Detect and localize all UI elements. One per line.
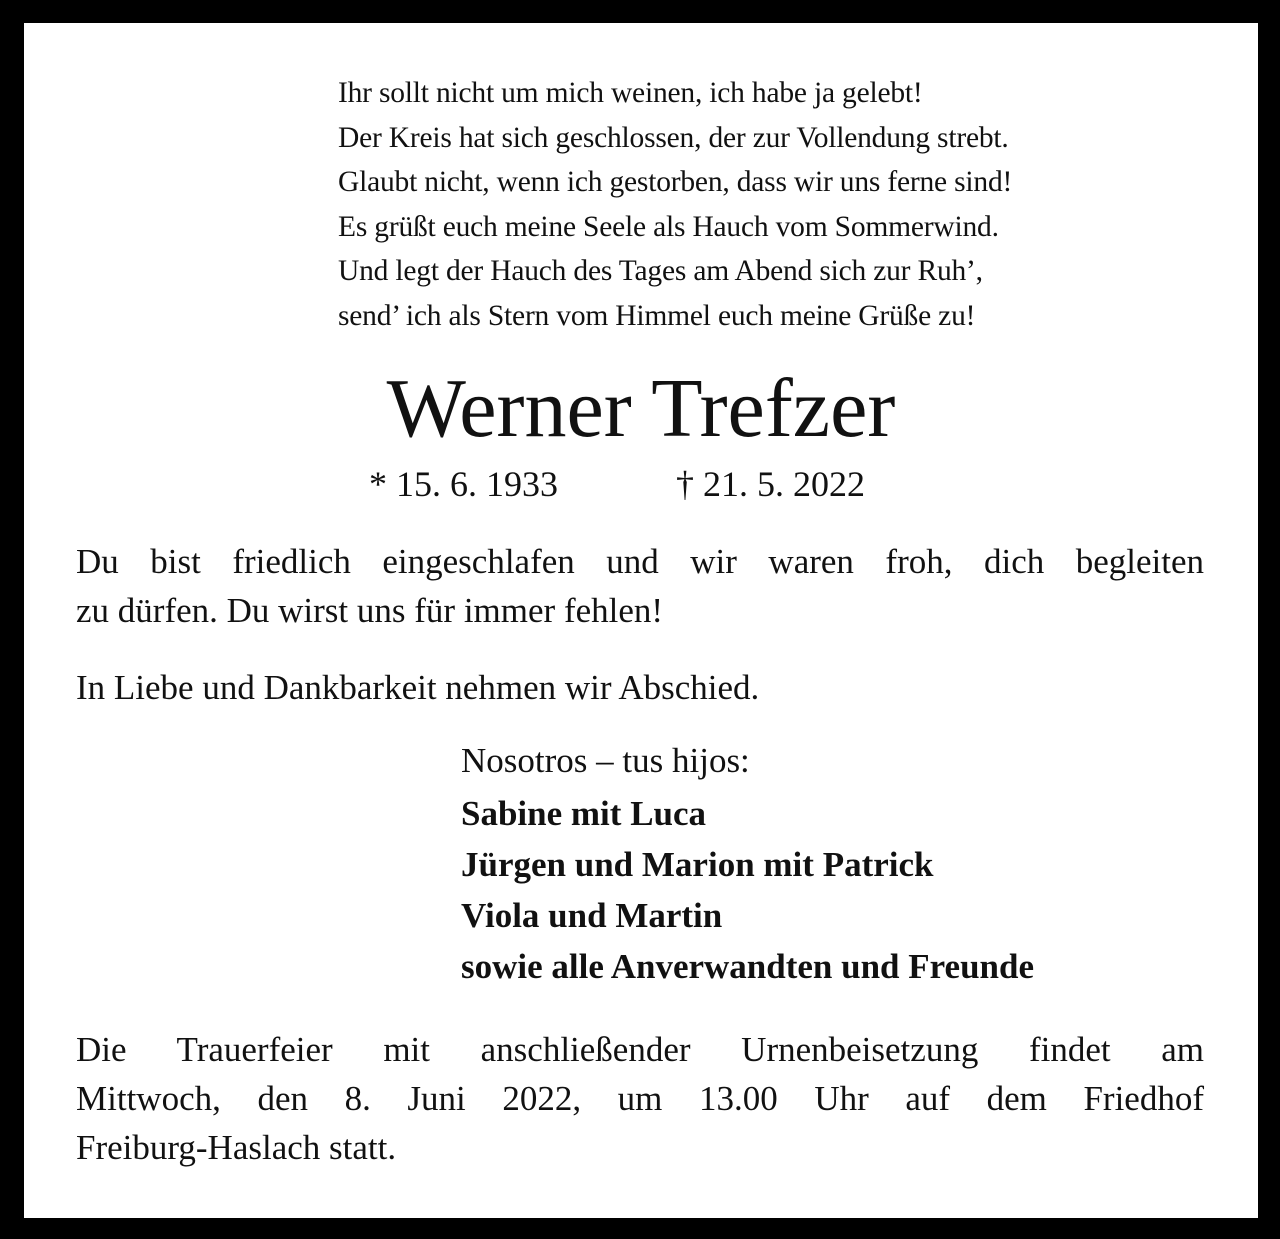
signer-name: Jürgen und Marion mit Patrick	[461, 845, 934, 884]
service-line: Mittwoch, den 8. Juni 2022, um 13.00 Uhr auf dem Friedhof	[76, 1079, 1204, 1118]
poem-line: Glaubt nicht, wenn ich gestorben, dass wir uns ferne sind!	[338, 166, 1013, 198]
poem-line: Es grüßt euch meine Seele als Hauch vom Sommerwind.	[338, 210, 999, 243]
deceased-name: Werner Trefzer	[386, 362, 896, 455]
poem-line: Ihr sollt nicht um mich weinen, ich habe ja gelebt!	[338, 77, 923, 109]
signers-block	[461, 736, 1034, 992]
birth-date: * 15. 6. 1933	[369, 464, 558, 504]
farewell-line: In Liebe und Dankbarkeit nehmen wir Abschied.	[76, 668, 760, 707]
signer-name: sowie alle Anverwandten und Freunde	[461, 947, 1035, 986]
service-line: Freiburg-Haslach statt.	[76, 1128, 397, 1167]
signer-name: Sabine mit Luca	[461, 794, 707, 833]
message-line: Du bist friedlich eingeschlafen und wir waren froh, dich begleiten	[76, 542, 1204, 581]
poem-line: send’ ich als Stern vom Himmel euch meine Grüße zu!	[338, 299, 976, 332]
signer-name: Viola und Martin	[461, 896, 723, 935]
poem	[338, 71, 1012, 338]
obituary-notice	[24, 23, 1258, 1218]
service-line: Die Trauerfeier mit anschließender Urnenbeisetzung findet am	[76, 1030, 1204, 1069]
poem-line: Und legt der Hauch des Tages am Abend sich zur Ruh’,	[338, 255, 983, 287]
poem-line: Der Kreis hat sich geschlossen, der zur Vollendung strebt.	[338, 121, 1009, 154]
death-date: † 21. 5. 2022	[676, 464, 865, 504]
service-paragraph	[76, 1025, 1204, 1172]
signers-intro: Nosotros – tus hijos:	[461, 741, 750, 780]
message-paragraph	[76, 537, 1204, 635]
message-line: zu dürfen. Du wirst uns für immer fehlen!	[76, 591, 664, 630]
